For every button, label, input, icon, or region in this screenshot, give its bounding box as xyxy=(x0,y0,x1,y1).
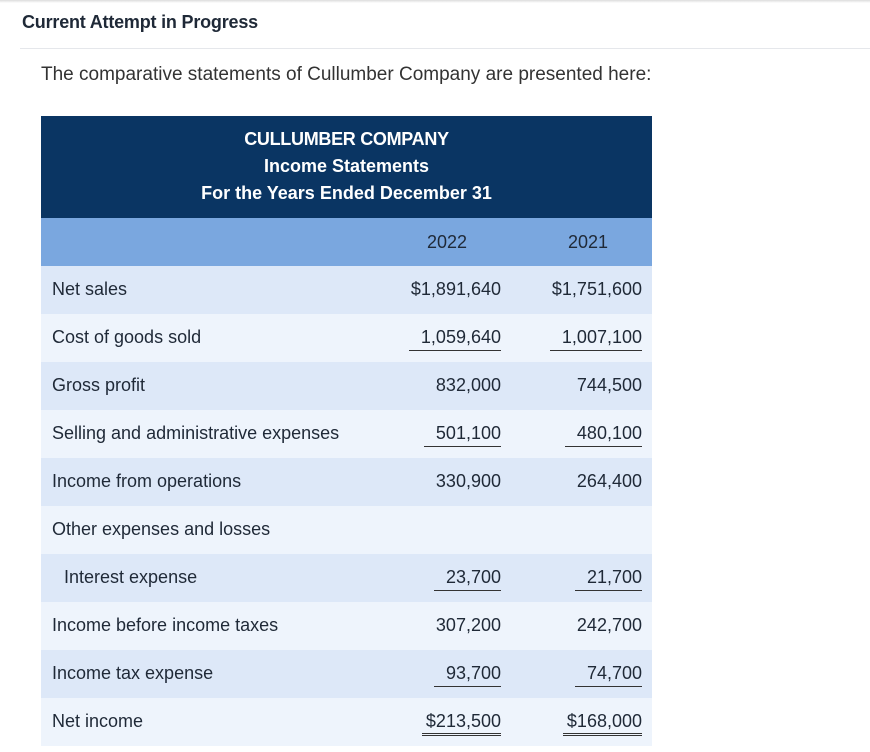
row-label: Selling and administrative expenses xyxy=(52,423,340,443)
table-row xyxy=(41,458,652,506)
value-2021: 1,007,100 xyxy=(550,327,642,351)
attempt-title: Current Attempt in Progress xyxy=(22,12,258,32)
attempt-header xyxy=(20,0,870,49)
row-label: Interest expense xyxy=(64,567,198,587)
value-2021: 744,500 xyxy=(576,375,642,395)
row-label: Income before income taxes xyxy=(52,615,279,635)
value-2021: $168,000 xyxy=(563,711,642,736)
value-2021: 264,400 xyxy=(576,471,642,491)
table-row xyxy=(41,554,652,602)
value-2021: 480,100 xyxy=(565,423,642,447)
value-2022: 23,700 xyxy=(434,567,501,591)
row-label: Cost of goods sold xyxy=(52,327,202,347)
row-label: Other expenses and losses xyxy=(52,519,271,539)
value-2022: 832,000 xyxy=(435,375,501,395)
row-label: Net sales xyxy=(52,279,128,299)
value-2022: 330,900 xyxy=(435,471,501,491)
row-label: Gross profit xyxy=(52,375,146,395)
value-2021: 21,700 xyxy=(575,567,642,591)
statement-header xyxy=(41,116,652,218)
value-2022: 307,200 xyxy=(435,615,501,635)
table-row xyxy=(41,506,652,554)
table-row xyxy=(41,698,652,746)
company-name: CULLUMBER COMPANY xyxy=(244,129,449,149)
row-label: Income tax expense xyxy=(52,663,214,683)
value-2022: 501,100 xyxy=(424,423,501,447)
year-header-row xyxy=(41,218,652,266)
row-label: Net income xyxy=(52,711,144,731)
value-2022: 93,700 xyxy=(434,663,501,687)
table-row xyxy=(41,362,652,410)
statement-name: Income Statements xyxy=(263,156,430,176)
table-row xyxy=(41,650,652,698)
table-row xyxy=(41,266,652,314)
row-label: Income from operations xyxy=(52,471,242,491)
value-2021: $1,751,600 xyxy=(551,279,642,299)
table-row xyxy=(41,410,652,458)
value-2022: $213,500 xyxy=(422,711,501,736)
value-2021: 74,700 xyxy=(575,663,642,687)
year-2021-header: 2021 xyxy=(568,232,609,252)
value-2022: $1,891,640 xyxy=(410,279,501,299)
value-2021: 242,700 xyxy=(576,615,642,635)
value-2022: 1,059,640 xyxy=(409,327,501,351)
income-statement-table xyxy=(41,116,652,746)
statement-period: For the Years Ended December 31 xyxy=(201,183,492,203)
year-2022-header: 2022 xyxy=(427,232,468,252)
table-row xyxy=(41,314,652,362)
question-intro: The comparative statements of Cullumber Company are presented here: xyxy=(41,64,652,85)
table-row xyxy=(41,602,652,650)
